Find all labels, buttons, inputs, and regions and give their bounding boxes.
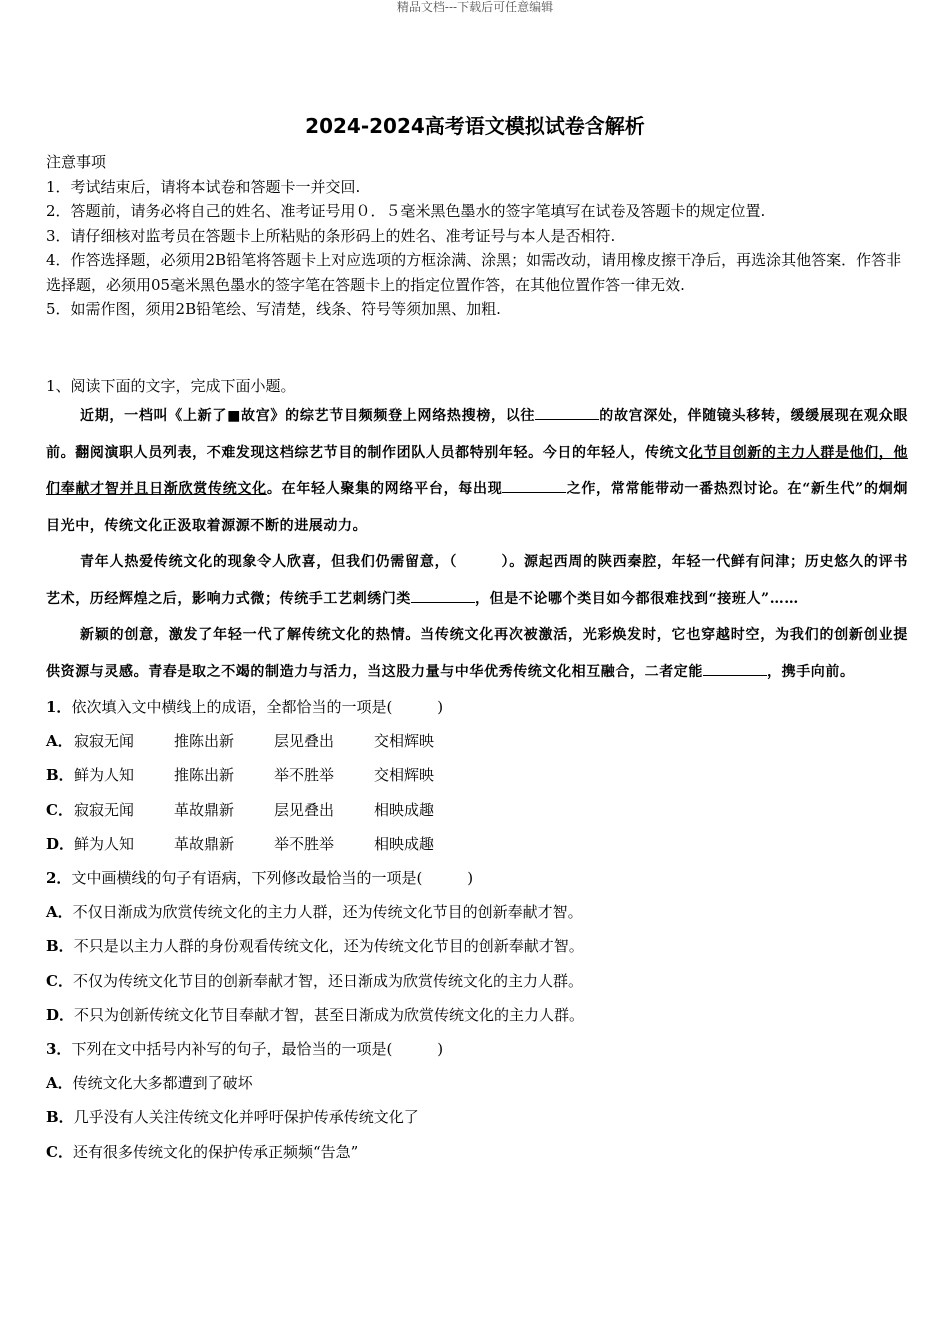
option-text: 不仅日渐成为欣赏传统文化的主力人群，还为传统文化节目的创新奉献才智。 [72,903,583,922]
option-idiom: 层见叠出 [274,732,335,751]
fill-blank [411,586,475,603]
section-intro: 1、阅读下面的文字，完成下面小题。 [46,377,296,395]
fill-blank [535,403,599,420]
option-idiom: 举不胜举 [274,766,335,785]
passage-text: 之作，常常能带动一番热烈讨论。在“新生代”的炯炯目光中，传统文化正汲取着源源不断的进展动力。 [46,481,908,534]
option-idiom: 交相辉映 [374,732,435,751]
option-letter: A． [46,1074,73,1093]
option-row[interactable] [46,964,908,998]
passage-paragraph-3 [46,617,908,690]
option-idiom: 交相辉映 [374,766,435,785]
option-letter: A． [46,903,73,922]
option-idiom: 寂寂无闻 [74,800,135,819]
question-number: 2． [46,869,72,888]
option-text: 传统文化大多都遭到了破坏 [72,1074,253,1093]
option-row[interactable] [46,998,908,1032]
option-letter: B． [46,937,74,956]
option-text: 不仅为传统文化节目的创新奉献才智，还日渐成为欣赏传统文化的主力人群。 [72,971,583,990]
option-letter: C． [46,971,73,990]
passage-text: 的故宫深处，伴随镜头移转，缓缓展现在观众眼前。翻阅演职人员列表，不难发现这档综艺节目的制作团队人员都特别年轻。今日的年轻人，传统文 [46,408,909,461]
passage-text: 新颖的创意，激发了年轻一代了解传统文化的热情。当传统文化再次被激活，光彩焕发时，它也穿越时空，为我们的创新创业提供资源与灵感。青春是取之不竭的制造力与活力，当这股力量与中华优秀传统文化相互融合，二者定能 [46,627,908,680]
option-letter: C． [46,1142,73,1161]
option-idiom: 鲜为人知 [74,766,135,785]
notice-section [46,150,906,322]
passage-text: 近期，一档叫《上新了■故宫》的综艺节目频频登上网络热搜榜，以往 [80,408,536,424]
option-row[interactable] [46,793,908,827]
option-row[interactable] [46,1100,908,1134]
question-3 [46,1032,908,1169]
notice-heading: 注意事项 [46,153,107,171]
option-row[interactable] [46,895,908,929]
notice-item: 2．答题前，请务必将自己的姓名、准考证号用０．５毫米黑色墨水的签字笔填写在试卷及答题卡的规定位置. [46,202,766,220]
option-letter: A． [46,732,73,751]
notice-item: 5．如需作图，须用2B铅笔绘、写清楚，线条、符号等须加黑、加粗. [46,300,501,318]
option-idiom: 寂寂无闻 [74,732,135,751]
option-text: 不只为创新传统文化节目奉献才智，甚至日渐成为欣赏传统文化的主力人群。 [74,1005,585,1024]
question-stem [46,690,908,724]
question-stem [46,861,908,895]
reading-passage [46,398,908,690]
question-text: 依次填入文中横线上的成语，全都恰当的一项是( ) [71,698,444,716]
passage-text: ，但是不论哪个类目如今都很难找到“接班人”…… [475,590,799,607]
question-number: 3． [46,1040,72,1059]
notice-item: 4．作答选择题，必须用2B铅笔将答题卡上对应选项的方框涂满、涂黑；如需改动，请用橡皮擦干净后，再选涂其他答案．作答非选择题，必须用05毫米黑色墨水的签字笔在答题卡上的指定位置作答，在其他位置作答一律无效. [46,251,902,294]
document-title: 2024-2024高考语文模拟试卷含解析 [305,114,645,138]
fill-blank [703,659,767,676]
option-idiom: 革故鼎新 [174,834,235,853]
option-idiom: 革故鼎新 [174,800,235,819]
header-note: 精品文档---下载后可任意编辑 [396,0,554,14]
passage-paragraph-2 [46,544,908,617]
notice-item: 3．请仔细核对监考员在答题卡上所粘贴的条形码上的姓名、准考证号与本人是否相符. [46,226,616,245]
passage-paragraph-1 [46,398,908,544]
question-text: 文中画横线的句子有语病，下列修改最恰当的一项是( ) [71,869,474,888]
underlined-sentence: 化节目创新的主力人群是他们，他们奉献才智并且日渐欣赏传统文化 [46,444,909,497]
option-idiom: 相映成趣 [374,800,435,819]
option-idiom: 相映成趣 [374,834,435,853]
option-text: 还有很多传统文化的保护传承正频频“告急” [72,1142,359,1161]
option-idiom: 层见叠出 [274,800,335,819]
option-idiom: 推陈出新 [174,732,235,751]
option-idiom: 举不胜举 [274,834,335,853]
question-1 [46,690,908,861]
question-2 [46,861,908,1032]
option-idiom: 鲜为人知 [74,834,135,853]
fill-blank [502,476,566,493]
question-stem [46,1032,908,1066]
question-body [46,374,908,1169]
option-row[interactable] [46,1066,908,1100]
passage-text: 。在年轻人聚集的网络平台，每出现 [266,481,503,497]
question-number: 1． [46,698,72,716]
notice-item: 1．考试结束后，请将本试卷和答题卡一并交回. [46,177,361,196]
option-row[interactable] [46,827,908,861]
option-text: 几乎没有人关注传统文化并呼吁保护传承传统文化了 [73,1108,419,1127]
option-row[interactable] [46,929,908,963]
option-letter: B． [46,1108,74,1127]
option-row[interactable] [46,758,908,792]
option-letter: D． [46,1005,75,1024]
option-row[interactable] [46,724,908,758]
option-letter: C． [46,800,73,819]
option-text: 不只是以主力人群的身份观看传统文化，还为传统文化节目的创新奉献才智。 [73,937,584,956]
passage-text: 青年人热爱传统文化的现象令人欣喜，但我们仍需留意，（ ）。源起西周的陕西秦腔，年轻一代鲜有问津；历史悠久的评书艺术，历经辉煌之后，影响力式微；传统手工艺刺绣门类 [46,554,908,607]
option-idiom: 推陈出新 [174,766,235,785]
option-row[interactable] [46,1135,908,1169]
option-letter: D． [46,834,75,853]
question-text: 下列在文中括号内补写的句子，最恰当的一项是( ) [71,1040,444,1059]
passage-text: ，携手向前。 [767,663,855,680]
option-letter: B． [46,766,74,785]
